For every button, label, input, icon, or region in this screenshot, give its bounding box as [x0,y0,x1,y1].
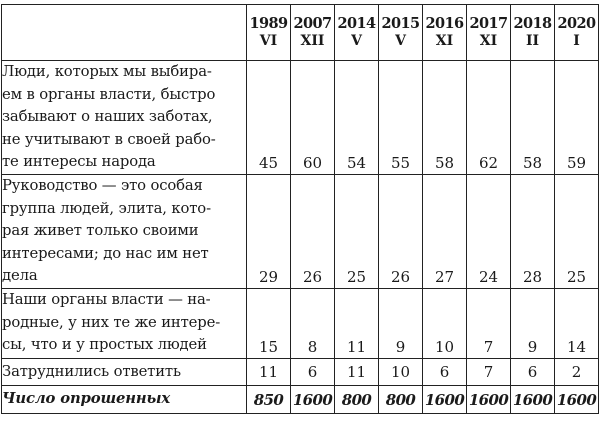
value-cell: 9 [379,289,423,359]
value-cell: 28 [511,175,555,289]
value-cell: 10 [379,359,423,386]
row-label [2,359,247,386]
header-year: 2015 [381,14,420,32]
value-cell: 59 [555,61,599,175]
value-cell: 14 [555,289,599,359]
value-cell: 24 [467,175,511,289]
value-cell: 25 [555,175,599,289]
label-line: интересами; до нас им нет [2,244,209,262]
value-cell: 29 [247,175,291,289]
value-cell: 6 [511,359,555,386]
header-cell [291,5,335,61]
label-line: группа людей, элита, кото- [2,199,211,217]
header-year: 1989 [249,14,288,32]
total-cell: 850 [247,386,291,414]
header-year: 2018 [513,14,552,32]
header-cell [335,5,379,61]
label-line: Люди, которых мы выбира- [2,63,212,80]
value-cell: 11 [335,289,379,359]
value-cell: 7 [467,289,511,359]
total-cell: 800 [379,386,423,414]
total-cell: 800 [335,386,379,414]
value-cell: 26 [379,175,423,289]
label-line: не учитывают в своей рабо- [2,130,216,148]
label-line: рая живет только своими [2,222,199,240]
total-cell: 1600 [291,386,335,414]
value-cell: 54 [335,61,379,175]
header-month: I [573,32,580,49]
value-cell: 9 [511,289,555,359]
header-year: 2020 [557,14,596,32]
row-label [2,61,247,175]
label-line: забывают о наших заботах, [2,108,213,126]
value-cell: 10 [423,289,467,359]
header-month: XII [300,32,325,49]
header-month: XI [479,32,498,49]
value-cell: 60 [291,61,335,175]
header-month: V [351,32,362,49]
header-cell [247,5,291,61]
total-cell: 1600 [555,386,599,414]
value-cell: 55 [379,61,423,175]
total-cell: 1600 [467,386,511,414]
value-cell: 58 [423,61,467,175]
total-row [2,386,599,414]
header-cell [423,5,467,61]
value-cell: 25 [335,175,379,289]
total-cell: 1600 [423,386,467,414]
value-cell: 6 [291,359,335,386]
header-cell [511,5,555,61]
row-label [2,175,247,289]
header-month: VI [259,32,278,49]
header-cell [467,5,511,61]
header-month: V [395,32,406,49]
label-line: сы, что и у простых людей [2,336,207,354]
table-row [2,289,599,359]
header-year: 2014 [337,14,376,32]
header-cell [555,5,599,61]
value-cell: 58 [511,61,555,175]
value-cell: 27 [423,175,467,289]
value-cell: 26 [291,175,335,289]
label-line: ем в органы власти, быстро [2,85,216,103]
value-cell: 11 [247,359,291,386]
header-month: II [525,32,540,49]
header-corner-cell [2,5,247,61]
value-cell: 15 [247,289,291,359]
value-cell: 45 [247,61,291,175]
label-line: Затруднились ответить [2,362,181,380]
value-cell: 11 [335,359,379,386]
header-year: 2016 [425,14,464,32]
header-year: 2007 [293,14,332,32]
label-line: Наши органы власти — на- [2,291,211,308]
label-line: родные, у них те же интере- [2,313,221,331]
table-row [2,61,599,175]
value-cell: 7 [467,359,511,386]
survey-table [1,4,599,414]
table-row [2,359,599,386]
value-cell: 8 [291,289,335,359]
header-year: 2017 [469,14,508,32]
total-label: Число опрошенных [2,386,247,414]
value-cell: 6 [423,359,467,386]
value-cell: 2 [555,359,599,386]
label-line: дела [2,267,38,285]
value-cell: 62 [467,61,511,175]
header-row [2,5,599,61]
header-month: XI [435,32,454,49]
row-label [2,289,247,359]
header-cell [379,5,423,61]
label-line: те интересы народа [2,153,156,171]
table-row [2,175,599,289]
total-cell: 1600 [511,386,555,414]
label-line: Руководство — это особая [2,177,203,194]
